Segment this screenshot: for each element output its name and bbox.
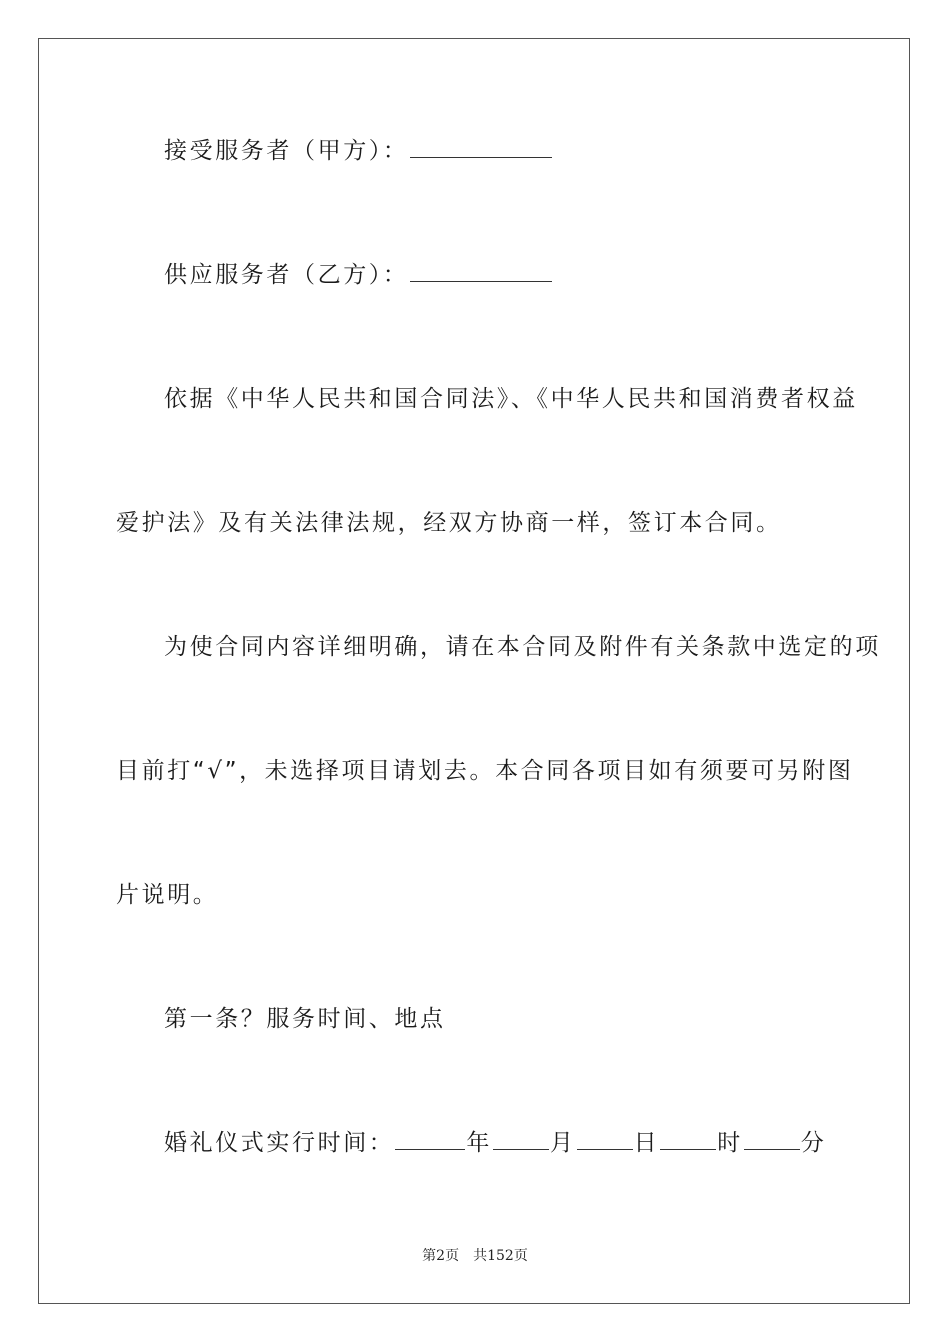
party-b-blank[interactable] [410,261,552,282]
paragraph-instructions-line-3: 片说明。 [116,882,219,908]
hour-unit: 时 [717,1130,743,1156]
page-number-total: 共152页 [473,1248,528,1264]
party-b-label: 供应服务者（乙方）： [164,262,409,288]
ceremony-time-line [164,1128,826,1158]
page-footer [0,1246,950,1266]
paragraph-basis-line-1: 依据《中华人民共和国合同法》、《中华人民共和国消费者权益 [164,386,858,412]
day-unit: 日 [633,1130,660,1156]
article-one-heading: 第一条？服务时间、地点 [164,1006,446,1032]
page-number-current: 第2页 [422,1248,460,1264]
paragraph-instructions-line-1: 为使合同内容详细明确，请在本合同及附件有关条款中选定的项 [164,634,881,660]
ceremony-time-label: 婚礼仪式实行时间： [164,1130,395,1156]
month-blank[interactable] [493,1129,549,1150]
hour-blank[interactable] [660,1129,716,1150]
paragraph-basis-line-2: 爱护法》及有关法律法规，经双方协商一样，签订本合同。 [116,510,782,536]
paragraph-instructions-line-2: 目前打“√”，未选择项目请划去。本合同各项目如有须要可另附图 [116,758,854,784]
day-blank[interactable] [577,1129,633,1150]
minute-unit: 分 [800,1130,827,1156]
year-blank[interactable] [395,1129,465,1150]
party-a-line [164,136,553,166]
party-a-label: 接受服务者（甲方）： [164,138,409,164]
page-border [38,38,910,1304]
party-b-line [164,260,553,290]
party-a-blank[interactable] [410,137,552,158]
minute-blank[interactable] [744,1129,800,1150]
year-unit: 年 [466,1130,493,1156]
month-unit: 月 [550,1130,576,1156]
